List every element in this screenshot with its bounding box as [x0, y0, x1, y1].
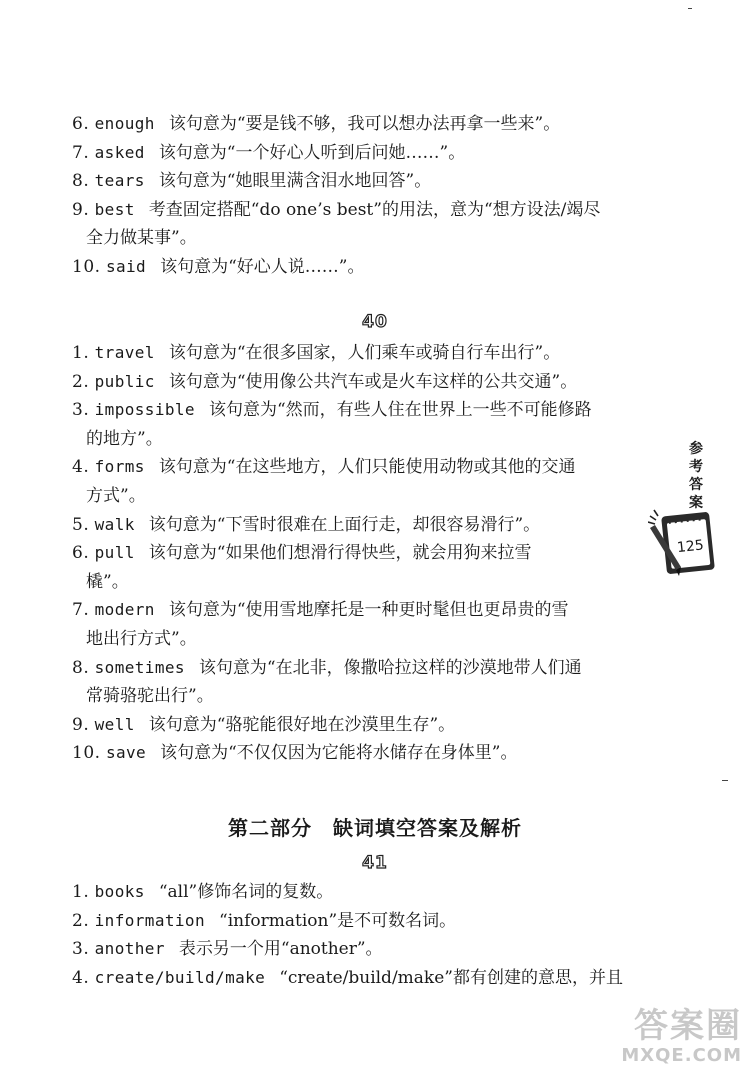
part-title: 第二部分 缺词填空答案及解析 [228, 816, 522, 840]
answer-word: well [94, 714, 135, 734]
explanation-continued: 的地方”。 [86, 428, 163, 449]
list-item [72, 167, 652, 196]
side-tab-char: 考 [689, 459, 703, 475]
item-number: 6. [72, 114, 90, 134]
answer-word: sometimes [94, 657, 185, 677]
explanation: 该句意为“如果他们想滑行得快些，就会用狗来拉雪 [148, 543, 532, 564]
item-number: 4. [72, 457, 90, 478]
answer-word: books [94, 882, 145, 901]
explanation: “create/build/make”都有创建的意思，并且 [279, 967, 623, 988]
item-number: 4. [72, 967, 90, 988]
explanation: 该句意为“然而，有些人住在世界上一些不可能修路 [208, 400, 592, 421]
explanation: 该句意为“骆驼能很好地在沙漠里生存”。 [148, 714, 456, 735]
answer-word: impossible [94, 400, 195, 420]
item-number: 8. [72, 657, 90, 678]
explanation: 该句意为“要是钱不够，我可以想办法再拿一些来”。 [168, 114, 561, 134]
explanation: 该句意为“不仅仅因为它能将水储存在身体里”。 [160, 743, 518, 764]
item-number: 3. [72, 939, 90, 960]
explanation: 该句意为“在北非，像撒哈拉这样的沙漠地带人们通 [198, 657, 582, 678]
list-item [72, 964, 652, 993]
explanation-continued: 橇”。 [86, 571, 129, 592]
answer-word: asked [94, 142, 145, 162]
item-number: 1. [72, 343, 90, 363]
item-number: 8. [72, 171, 90, 192]
explanation-continued: 常骑骆驼出行”。 [86, 686, 214, 707]
watermark-url: MXQE.COM [621, 1045, 742, 1066]
list-item [72, 907, 652, 936]
item-number: 10. [72, 743, 101, 764]
list-item [72, 396, 652, 453]
item-number: 7. [72, 600, 90, 621]
explanation: “all”修饰名词的复数。 [158, 882, 334, 902]
explanation: 考查固定搭配“do one’s best”的用法，意为“想方设法/竭尽 [148, 199, 601, 220]
explanation: 该句意为“一个好心人听到后问她……”。 [158, 142, 466, 163]
section-number-41: 41 [362, 853, 388, 873]
side-tab-char: 案 [689, 495, 703, 511]
explanation: 该句意为“下雪时很难在上面行走，却很容易滑行”。 [148, 514, 541, 535]
item-number: 7. [72, 142, 90, 163]
side-tab-char: 答 [689, 477, 703, 493]
list-item [72, 453, 652, 510]
scan-speck [688, 8, 692, 9]
explanation-continued: 全力做某事”。 [86, 228, 197, 249]
item-number: 9. [72, 199, 90, 220]
answer-word: forms [94, 457, 145, 477]
explanation: 表示另一个用“another”。 [178, 939, 383, 960]
list-item [72, 139, 652, 168]
answer-word: create/build/make [94, 967, 266, 987]
item-number: 2. [72, 910, 90, 931]
list-item [72, 654, 652, 711]
section-top-list [72, 110, 652, 282]
list-item [72, 110, 652, 139]
watermark-logo: 答案圈 [634, 1006, 742, 1046]
list-item [72, 711, 652, 740]
notepad-pencil-icon [648, 506, 720, 578]
side-tab-answers [676, 440, 716, 512]
explanation: 该句意为“好心人说……”。 [160, 256, 365, 277]
list-item [72, 596, 652, 653]
explanation-continued: 地出行方式”。 [86, 628, 197, 649]
item-number: 9. [72, 714, 90, 735]
list-item [72, 739, 652, 768]
explanation: 该句意为“在这些地方，人们只能使用动物或其他的交通 [158, 457, 576, 478]
answer-word: travel [94, 343, 155, 362]
item-number: 6. [72, 543, 90, 564]
answer-word: another [94, 939, 165, 959]
answer-word: public [94, 371, 155, 391]
explanation-continued: 方式”。 [86, 485, 146, 506]
answer-word: information [94, 910, 206, 930]
explanation: 该句意为“在很多国家，人们乘车或骑自行车出行”。 [168, 343, 561, 363]
answer-word: modern [94, 600, 155, 620]
section-41-list [72, 878, 652, 992]
list-item [72, 196, 652, 253]
item-number: 1. [72, 882, 90, 902]
side-tab-char: 参 [689, 441, 703, 457]
scan-speck [722, 780, 728, 781]
watermark [602, 1007, 742, 1077]
answer-word: tears [94, 171, 145, 191]
list-item [72, 878, 652, 907]
list-item [72, 539, 652, 596]
item-number: 10. [72, 256, 101, 277]
explanation: 该句意为“使用雪地摩托是一种更时髦但也更昂贵的雪 [168, 600, 569, 621]
answer-word: enough [94, 114, 155, 133]
item-number: 3. [72, 400, 90, 421]
answer-word: pull [94, 543, 135, 563]
answer-word: said [105, 256, 147, 276]
answer-word: save [105, 743, 147, 763]
list-item [72, 339, 652, 368]
explanation: 该句意为“她眼里满含泪水地回答”。 [158, 171, 432, 192]
item-number: 5. [72, 514, 90, 535]
item-number: 2. [72, 371, 90, 392]
page-number: 125 [676, 537, 705, 557]
explanation: “information”是不可数名词。 [219, 910, 457, 931]
answer-word: walk [94, 514, 135, 534]
section-40-list [72, 339, 652, 768]
explanation: 该句意为“使用像公共汽车或是火车这样的公共交通”。 [168, 371, 578, 392]
answer-word: best [94, 199, 135, 219]
list-item [72, 935, 652, 964]
list-item [72, 368, 652, 397]
section-number-40: 40 [362, 312, 388, 332]
list-item [72, 253, 652, 282]
list-item [72, 511, 652, 540]
